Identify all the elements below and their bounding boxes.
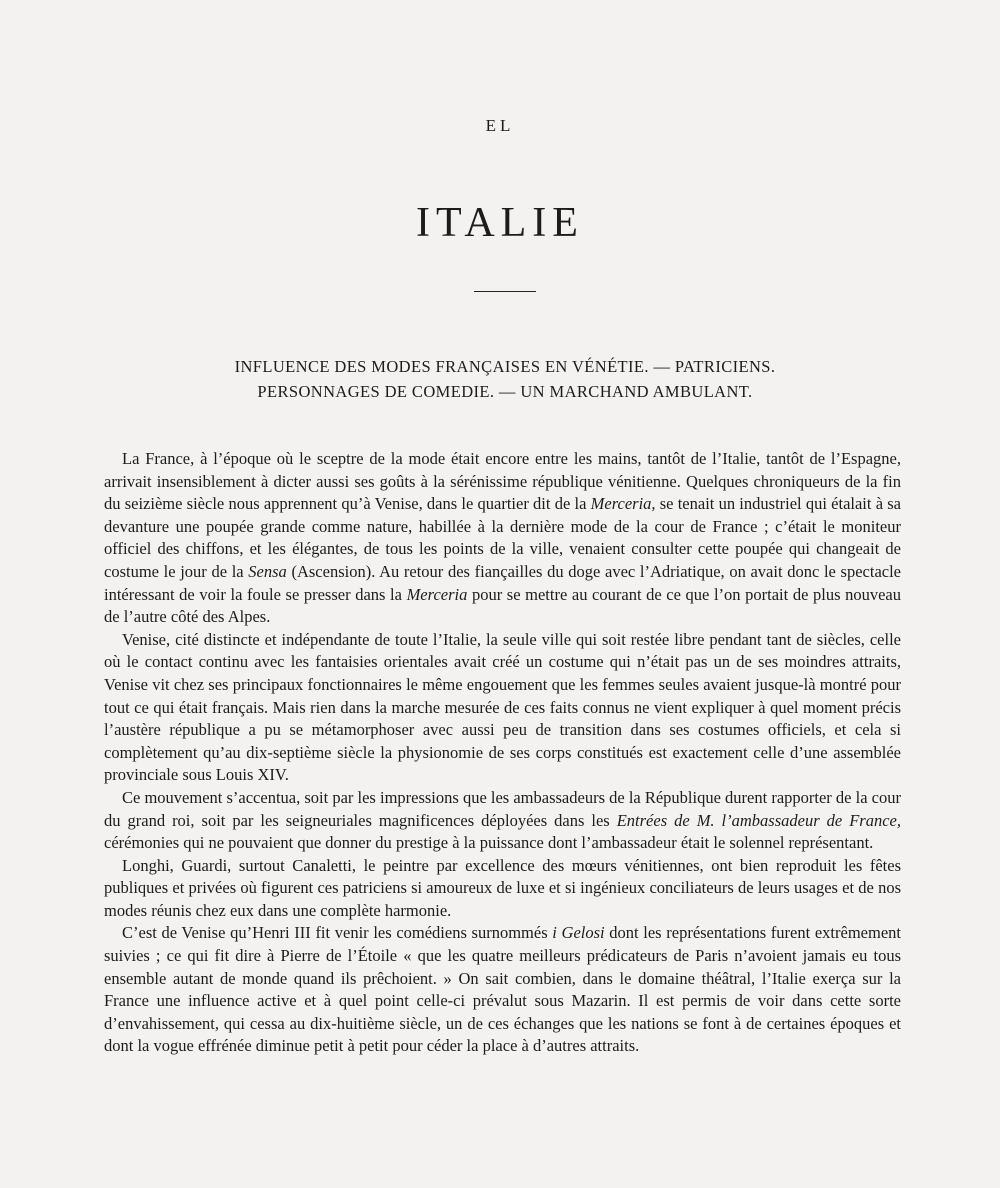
paragraph-text: La France, à l’époque où le sceptre de la mode était encore entre les mains, tantôt de l’Italie, tantôt de l’Espagne, arrivait insensiblement à dicter aussi ses goûts à la sérénissime république vénitienne. Quelques chroniqueurs de la fin du seizième siècle nous apprennent qu’à Venise, dans le quartier dit de la	[104, 449, 901, 514]
chapter-subtitle	[150, 354, 860, 404]
italic-text: Merceria,	[590, 494, 656, 514]
italic-text: Entrées de M. l’ambassadeur de France,	[616, 810, 901, 830]
title-divider	[474, 291, 536, 292]
paragraph-3	[104, 787, 901, 855]
paragraph-text: pour se mettre au courant de ce que l’on portait de plus nouveau de l’autre côté des Alpes.	[104, 584, 901, 627]
paragraph-text: cérémonies qui ne pouvaient que donner du prestige à la puissance dont l’ambassadeur était le solennel représentant.	[104, 833, 874, 853]
paragraph-text: Ce mouvement s’accentua, soit par les impressions que les ambassadeurs de la République durent rapporter de la cour du grand roi, soit par les seigneuriales magnificences déployées dans les	[104, 787, 901, 830]
paragraph-5	[104, 922, 901, 1058]
subtitle-line-1: INFLUENCE DES MODES FRANÇAISES EN VÉNÉTIE. — PATRICIENS.	[234, 357, 776, 376]
paragraph-text: Longhi, Guardi, surtout Canaletti, le peintre par excellence des mœurs vénitiennes, ont bien reproduit les fêtes publiques et privées où figurent ces patriciens si amoureux de luxe et si ingénieux conciliateurs de leurs usages et de nos modes réunis chez eux dans une complète harmonie.	[104, 855, 901, 920]
paragraph-text: dont les représentations furent extrêmement suivies ; ce qui fit dire à Pierre de l’Étoile « que les quatre meilleurs prédicateurs de Paris n’avoient jamais eu tous ensemble autant de monde quand ils prêchoient. » On sait combien, dans le domaine théâtral, l’Italie exerça sur la France une influence active et à quel point celle-ci prévalut sous Mazarin. Il est permis de voir dans cette sorte d’envahissement, qui cessa au dix-huitième siècle, un de ces échanges que les nations se font à de certaines époques et dont la vogue effrénée diminue petit à petit pour céder la place à d’autres attraits.	[104, 923, 901, 1056]
paragraph-text: (Ascension). Au retour des fiançailles du doge avec l’Adriatique, on avait donc le spectacle intéressant de voir la foule se presser dans la	[104, 561, 901, 604]
subtitle-line-2: PERSONNAGES DE COMEDIE. — UN MARCHAND AMBULANT.	[257, 382, 753, 401]
paragraph-1	[104, 448, 901, 629]
page-title: ITALIE	[416, 200, 584, 246]
paragraph-text: se tenait un industriel qui étalait à sa devanture une poupée grande comme nature, habillée à la dernière mode de la cour de France ; c’était le moniteur officiel des chiffons, et les élégantes, de tous les points de la ville, venaient consulter cette poupée qui changeait de costume le jour de la	[104, 494, 901, 581]
paragraph-text: Venise, cité distincte et indépendante de toute l’Italie, la seule ville qui soit restée libre pendant tant de siècles, celle où le contact continu avec les fantaisies orientales avait créé un costume qui n’était pas un de ses moindres attraits, Venise vit chez ses principaux fonctionnaires le même engouement que les femmes seules avaient jusque-là montré pour tout ce qui était français. Mais rien dans la marche mesurée de ces faits connus ne vient expliquer à quel moment précis l’austère république a pu se métamorphoser avec aussi peu de transition dans ses costumes officiels, et cela si complètement qu’au dix-septième siècle la physionomie de ses corps constitués est exactement celle d’une assemblée provinciale sous Louis XIV.	[104, 629, 901, 785]
body-text	[104, 448, 901, 1058]
italic-text: i Gelosi	[552, 923, 605, 943]
paragraph-4	[104, 855, 901, 923]
italic-text: Sensa	[248, 561, 287, 581]
plate-label: EL	[485, 116, 515, 135]
italic-text: Merceria	[406, 584, 468, 604]
paragraph-text: C’est de Venise qu’Henri III fit venir les comédiens surnommés	[122, 923, 553, 943]
paragraph-2	[104, 629, 901, 787]
